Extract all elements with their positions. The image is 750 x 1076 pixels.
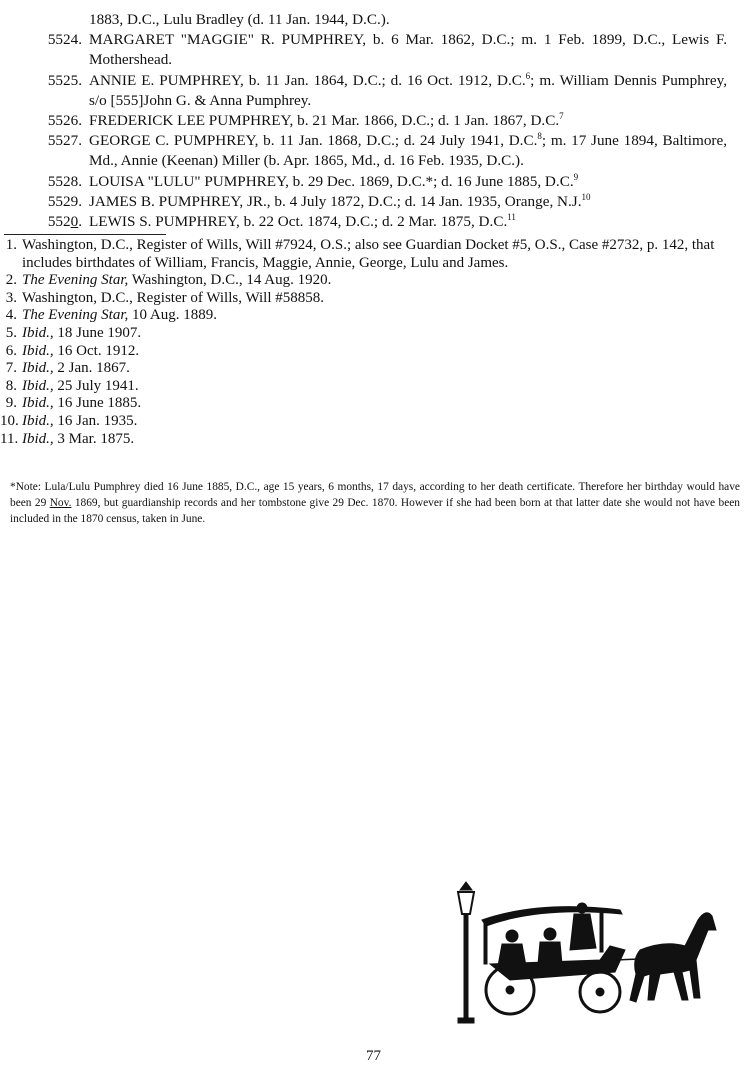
- footnote-text: Washington, D.C., Register of Wills, Will #58858.: [22, 289, 325, 306]
- footnote-source: The Evening Star,: [22, 307, 129, 324]
- entry-item: [0, 172, 750, 192]
- entry-number: 5527.: [47, 132, 82, 150]
- footnote-ref: 7: [559, 110, 564, 121]
- note-paragraph: *Note: Lula/Lulu Pumphrey died 16 June 1885, D.C., age 15 years, 6 months, 17 days, according to her death certificate. Therefore her birthday would have been 29 Nov. 1869, but guardianship records and her tombstone give 29 Dec. 1870. However if she had been born at that latter date she would not have been included in the 1870 census, taken in June.: [10, 481, 740, 526]
- entry-number: 5528.: [47, 172, 82, 190]
- page-number: 77: [366, 1048, 381, 1064]
- footnote-ref: 11: [507, 211, 516, 222]
- entry-number: 5526.: [47, 112, 82, 130]
- footnote-text: 3 Mar. 1875.: [53, 430, 135, 447]
- entry-item: [0, 131, 750, 171]
- footnote: [0, 237, 750, 272]
- entry-number-underlined: 0: [70, 213, 79, 231]
- footnote: [0, 395, 750, 413]
- entry-item: [0, 192, 750, 212]
- entry-text: LEWIS S. PUMPHREY, b. 22 Oct. 1874, D.C.; d. 2 Mar. 1875, D.C.: [89, 213, 508, 231]
- footnote-number: 6.: [5, 342, 17, 359]
- footnote-number: 5.: [5, 324, 17, 341]
- footnote-number: 11.: [0, 430, 19, 447]
- footnote: [0, 290, 750, 308]
- footnote: [0, 378, 750, 396]
- footnote: [0, 360, 750, 378]
- footnote-number: 9.: [5, 395, 17, 412]
- footnote-text: 16 June 1885.: [53, 395, 142, 412]
- entry-text-cont: ; m. 17 June 1894, Baltimore, Md., Annie (Keenan) Miller (b. Apr. 1865, Md., d. 16 Feb. 1935, D.C.).: [89, 132, 728, 170]
- entry-text: MARGARET "MAGGIE" R. PUMPHREY, b. 6 Mar. 1862, D.C.; m. 1 Feb. 1899, D.C., Lewis F. Mothershead.: [89, 31, 727, 69]
- footnote-ref: 8: [537, 131, 542, 142]
- footnote-source: Ibid.,: [22, 324, 54, 341]
- entry-item: [0, 111, 750, 131]
- entry-number: 5524.: [47, 31, 82, 49]
- entry-text: GEORGE C. PUMPHREY, b. 11 Jan. 1868, D.C.; d. 24 July 1941, D.C.: [89, 132, 538, 150]
- entry-item: [0, 71, 750, 111]
- footnote-text: Washington, D.C., Register of Wills, Will #7924, O.S.; also see Guardian Docket #5, O.S., Case #2732, p. 142, that includes birthdates of William, Francis, Maggie, Annie, George, Lulu and James.: [22, 237, 715, 271]
- footnote-source: The Evening Star,: [22, 272, 129, 289]
- footnote-text: 2 Jan. 1867.: [53, 360, 130, 377]
- entry-text-cont: ; m. William Dennis Pumphrey, s/o [555]John G. & Anna Pumphrey.: [89, 71, 727, 109]
- entry-number: 5525.: [47, 71, 82, 89]
- footnote-ref: 9: [573, 171, 579, 182]
- footnote-number: 7.: [5, 360, 17, 377]
- footnote-source: Ibid.,: [22, 412, 54, 429]
- entry-text: JAMES B. PUMPHREY, JR., b. 4 July 1872, D.C.; d. 14 Jan. 1935, Orange, N.J.: [89, 192, 582, 210]
- footnote-ref: 10: [581, 191, 591, 202]
- footnote: [0, 325, 750, 343]
- footnote-ref: 6: [525, 70, 531, 81]
- entry-text: LOUISA "LULU" PUMPHREY, b. 29 Dec. 1869, D.C.*; d. 16 June 1885, D.C.: [89, 172, 574, 190]
- genealogy-entries: [0, 10, 750, 232]
- entry-number-prefix: 552: [47, 213, 71, 231]
- footnote-divider: [4, 234, 166, 235]
- entry-number-suffix: .: [78, 213, 82, 231]
- footnote-text: 16 Jan. 1935.: [53, 412, 138, 429]
- footnote-text: Washington, D.C., 14 Aug. 1920.: [128, 272, 332, 289]
- entry-item: [0, 30, 750, 70]
- entry-text: FREDERICK LEE PUMPHREY, b. 21 Mar. 1866, D.C.; d. 1 Jan. 1867, D.C.: [89, 112, 560, 130]
- footnote-text: 18 June 1907.: [53, 324, 142, 341]
- footnote-source: Ibid.,: [22, 395, 54, 412]
- footnote: [0, 307, 750, 325]
- footnote-number: 1.: [5, 237, 17, 253]
- footnote-number: 4.: [5, 307, 17, 324]
- horse-carriage-illustration: [450, 880, 720, 1025]
- footnote: [0, 431, 750, 449]
- entry-item: [0, 212, 750, 232]
- footnote-number: 8.: [5, 377, 17, 394]
- footnote-source: Ibid.,: [22, 360, 54, 377]
- footnote-source: Ibid.,: [22, 377, 54, 394]
- footnote-source: Ibid.,: [22, 430, 54, 447]
- footnote-number: 2.: [5, 272, 17, 289]
- footnotes: [0, 237, 750, 448]
- footnote-number: 3.: [5, 289, 17, 306]
- footnote-source: Ibid.,: [22, 342, 54, 359]
- entry-number: 5529.: [47, 192, 82, 210]
- footnote-text: 16 Oct. 1912.: [53, 342, 140, 359]
- footnote-text: 10 Aug. 1889.: [128, 307, 218, 324]
- footnote-text: 25 July 1941.: [53, 377, 139, 394]
- entry-continuation: 1883, D.C., Lulu Bradley (d. 11 Jan. 1944, D.C.).: [89, 11, 390, 28]
- footnote-number: 10.: [0, 412, 19, 429]
- footnote: [0, 272, 750, 290]
- entry-text: ANNIE E. PUMPHREY, b. 11 Jan. 1864, D.C.; d. 16 Oct. 1912, D.C.: [89, 71, 526, 89]
- footnote: [0, 413, 750, 431]
- entry-number: [34, 212, 82, 232]
- footnote: [0, 343, 750, 361]
